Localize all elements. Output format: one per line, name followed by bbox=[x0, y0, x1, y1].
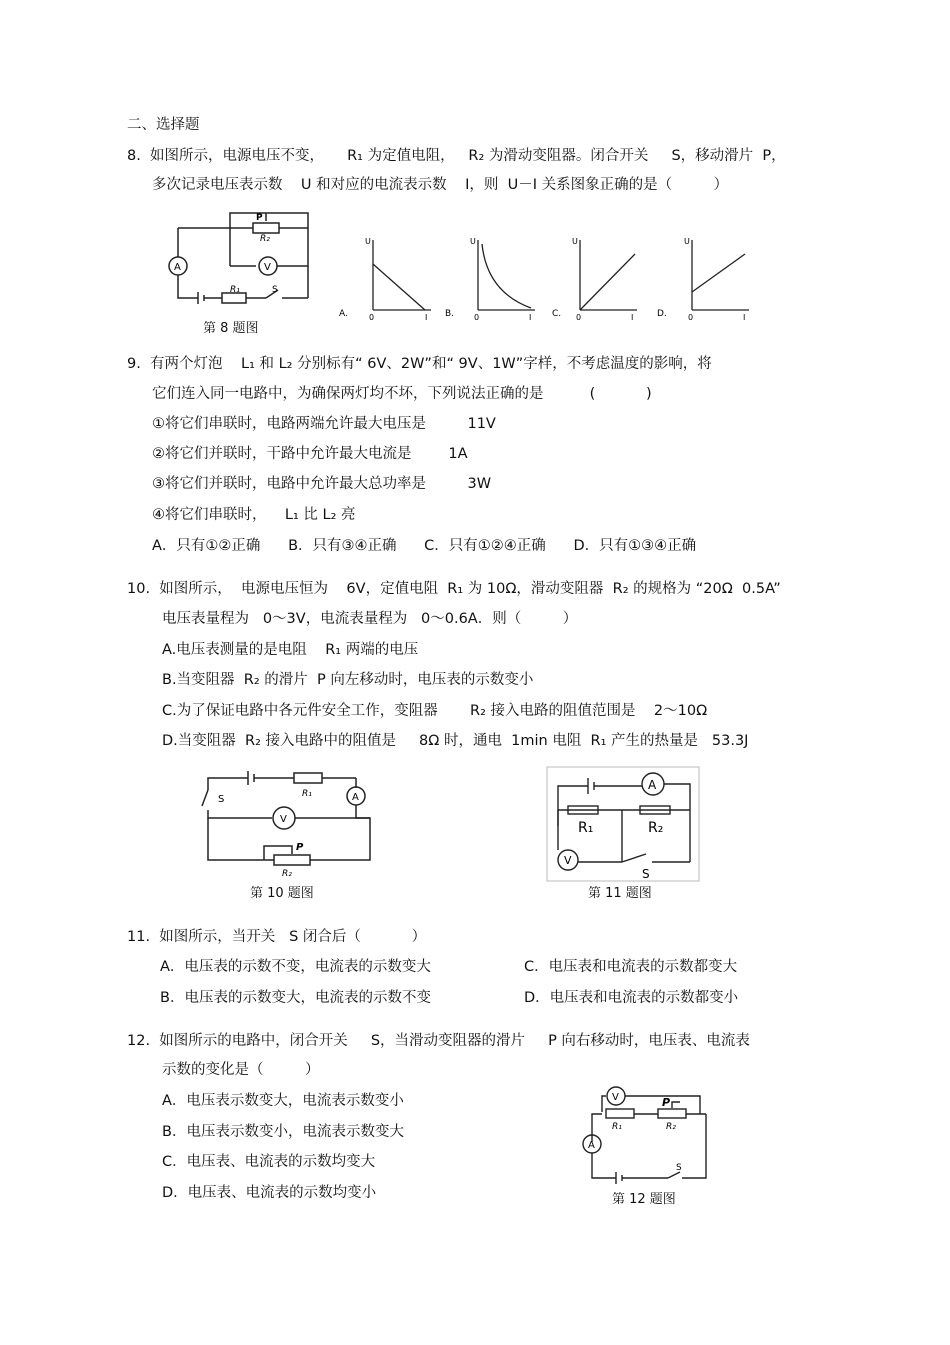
voltmeter-label: V bbox=[264, 262, 271, 273]
q10-line2: 电压表量程为 0～3V，电流表量程为 0～0.6A．则（ ） bbox=[162, 611, 578, 627]
graph-b-label: B. bbox=[445, 309, 455, 319]
switch-s-label: S bbox=[218, 794, 225, 805]
r1-label: R₁ bbox=[230, 285, 240, 295]
switch-s-label: S bbox=[642, 867, 650, 881]
r2-label: R₂ bbox=[282, 869, 292, 879]
ammeter-label: A bbox=[588, 1140, 595, 1151]
q11-line1: 11. 如图所示，当开关 S 闭合后（ ） bbox=[127, 929, 427, 945]
q12-figure-caption: 第 12 题图 bbox=[612, 1192, 676, 1207]
q10-option-a: A.电压表测量的是电阻 R₁ 两端的电压 bbox=[162, 642, 419, 658]
switch-s-label: S bbox=[272, 285, 278, 295]
r1-label: R₁ bbox=[302, 789, 312, 799]
r1-label: R₁ bbox=[578, 820, 594, 836]
r1-label: R₁ bbox=[612, 1122, 622, 1132]
graph-c-label: C. bbox=[552, 309, 562, 319]
voltmeter-label: V bbox=[280, 814, 287, 825]
q9-line1: 9. 有两个灯泡 L₁ 和 L₂ 分别标有“ 6V、2W”和“ 9V、1W”字样，不考虑温度的影响，将 bbox=[127, 356, 712, 372]
q10-option-b: B.当变阻器 R₂ 的滑片 P 向左移动时，电压表的示数变小 bbox=[162, 672, 534, 688]
q12-option-a: A．电压表示数变大，电流表示数变小 bbox=[162, 1093, 404, 1109]
graph-c-y-label: U bbox=[572, 237, 578, 246]
graph-a-y-label: U bbox=[365, 237, 371, 246]
graph-b-x-label: I bbox=[529, 313, 532, 322]
q11-circuit-diagram bbox=[546, 766, 702, 882]
slider-p-label: P bbox=[256, 213, 263, 223]
q8-ui-graphs bbox=[335, 232, 765, 324]
q12-option-d: D．电压表、电流表的示数均变小 bbox=[162, 1185, 377, 1201]
graph-b-y-label: U bbox=[470, 237, 476, 246]
r2-label: R₂ bbox=[666, 1122, 676, 1132]
q9-item-2: ②将它们并联时，干路中允许最大电流是 1A bbox=[152, 446, 468, 462]
q12-line2: 示数的变化是（ ） bbox=[162, 1062, 320, 1078]
q10-option-d: D.当变阻器 R₂ 接入电路中的阻值是 8Ω 时，通电 1min 电阻 R₁ 产生的热量是 53.3J bbox=[162, 733, 749, 749]
r2-label: R₂ bbox=[260, 234, 270, 244]
q9-item-4: ④将它们串联时， L₁ 比 L₂ 亮 bbox=[152, 507, 356, 523]
graph-b-origin: 0 bbox=[474, 313, 480, 322]
voltmeter-label: V bbox=[612, 1092, 619, 1103]
graph-a-label: A. bbox=[339, 309, 348, 319]
q12-circuit-diagram bbox=[576, 1084, 714, 1186]
graph-d-origin: 0 bbox=[688, 313, 694, 322]
q11-option-c: C．电压表和电流表的示数都变大 bbox=[524, 959, 738, 975]
slider-p-label: P bbox=[296, 842, 304, 853]
graph-d-y-label: U bbox=[684, 237, 690, 246]
q9-options: A．只有①②正确 B．只有③④正确 C．只有①②④正确 D．只有①③④正确 bbox=[152, 538, 697, 554]
q9-item-1: ①将它们串联时，电路两端允许最大电压是 11V bbox=[152, 416, 496, 432]
graph-c-x-label: I bbox=[631, 313, 634, 322]
q12-option-b: B．电压表示数变小，电流表示数变大 bbox=[162, 1124, 404, 1140]
q10-line1: 10. 如图所示， 电源电压恒为 6V，定值电阻 R₁ 为 10Ω，滑动变阻器 R₂ 的规格为 “20Ω 0.5A” bbox=[127, 581, 786, 597]
ammeter-label: A bbox=[352, 792, 359, 803]
q11-option-b: B．电压表的示数变大，电流表的示数不变 bbox=[160, 990, 431, 1006]
q10-figure-caption: 第 10 题图 bbox=[250, 886, 314, 901]
r2-label: R₂ bbox=[648, 820, 664, 836]
q10-option-c: C.为了保证电路中各元件安全工作，变阻器 R₂ 接入电路的阻值范围是 2～10Ω bbox=[162, 703, 708, 719]
q8-circuit-diagram bbox=[160, 208, 330, 318]
q10-circuit-diagram bbox=[196, 768, 380, 880]
q8-figure-caption: 第 8 题图 bbox=[203, 321, 259, 336]
graph-a-origin: 0 bbox=[369, 313, 375, 322]
graph-d-label: D. bbox=[657, 309, 667, 319]
section-title: 二、选择题 bbox=[127, 117, 200, 133]
q12-option-c: C．电压表、电流表的示数均变大 bbox=[162, 1154, 376, 1170]
q9-line2: 它们连入同一电路中，为确保两灯均不坏，下列说法正确的是 ( ) bbox=[152, 386, 652, 402]
switch-s-label: S bbox=[676, 1163, 682, 1173]
graph-d-x-label: I bbox=[743, 313, 746, 322]
ammeter-label: A bbox=[648, 778, 657, 792]
voltmeter-label: V bbox=[564, 854, 572, 867]
graph-a-x-label: I bbox=[425, 313, 428, 322]
slider-p-label: P bbox=[662, 1096, 671, 1109]
q12-line1: 12. 如图所示的电路中，闭合开关 S，当滑动变阻器的滑片 P 向右移动时，电压表、电流表 bbox=[127, 1033, 750, 1049]
q11-figure-caption: 第 11 题图 bbox=[588, 886, 652, 901]
q8-line1: 8. 如图所示，电源电压不变， R₁ 为定值电阻， R₂ 为滑动变阻器。闭合开关 S，移动滑片 P， bbox=[127, 148, 786, 164]
ammeter-label: A bbox=[174, 262, 181, 273]
q8-line2: 多次记录电压表示数 U 和对应的电流表示数 I，则 U－I 关系图象正确的是（ ） bbox=[152, 177, 729, 193]
graph-c-origin: 0 bbox=[576, 313, 582, 322]
q11-option-a: A．电压表的示数不变，电流表的示数变大 bbox=[160, 959, 431, 975]
q9-item-3: ③将它们并联时，电路中允许最大总功率是 3W bbox=[152, 476, 492, 492]
q11-option-d: D．电压表和电流表的示数都变小 bbox=[524, 990, 739, 1006]
